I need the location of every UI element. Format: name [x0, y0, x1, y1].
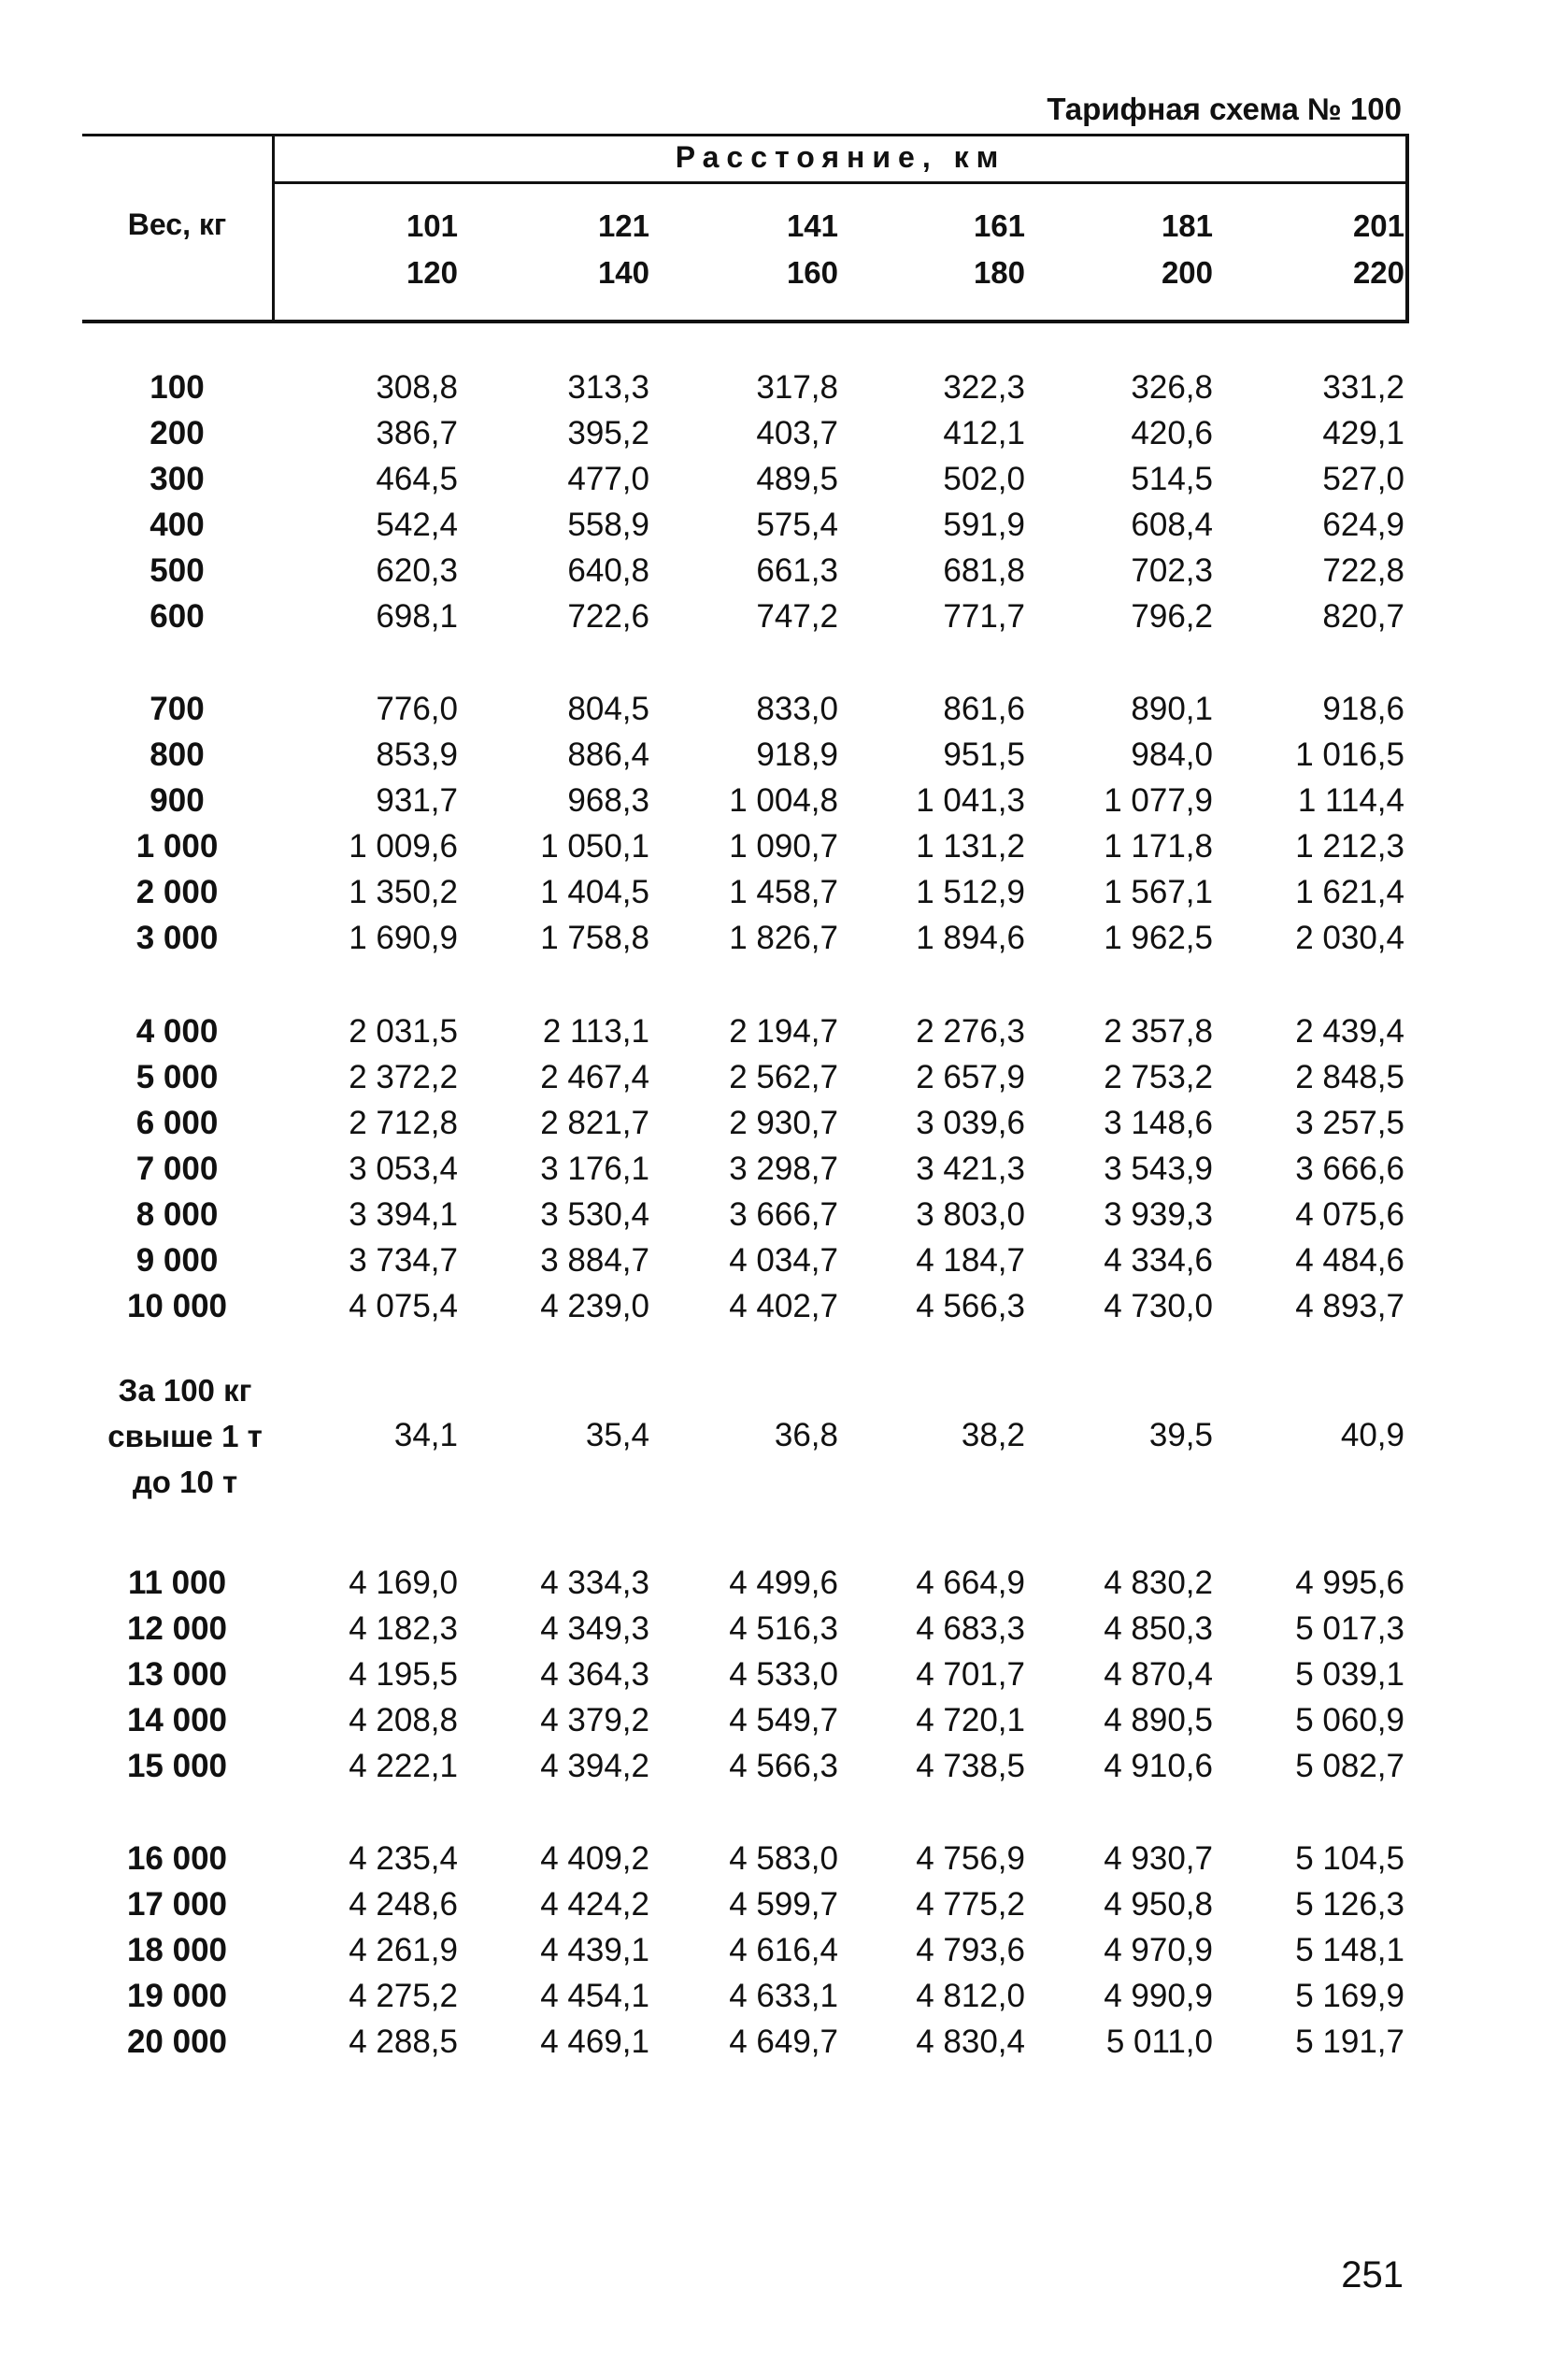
tariff-cell: 4 402,7 — [729, 1288, 838, 1324]
tariff-cell: 4 334,3 — [540, 1565, 649, 1601]
tariff-cell: 4 850,3 — [1104, 1610, 1213, 1647]
tariff-cell: 4 469,1 — [540, 2024, 649, 2060]
distance-range-from: 141 — [786, 208, 838, 243]
tariff-cell: 5 060,9 — [1295, 1702, 1404, 1738]
table-row — [0, 1607, 1568, 1652]
weight-cell: 4 000 — [135, 1013, 219, 1050]
tariff-cell: 3 039,6 — [916, 1105, 1025, 1141]
weight-cell: 14 000 — [126, 1702, 228, 1738]
weight-cell: 5 000 — [135, 1059, 219, 1095]
distance-range-to: 160 — [786, 255, 838, 290]
tariff-cell: 4 394,2 — [540, 1748, 649, 1784]
tariff-cell: 2 821,7 — [540, 1105, 649, 1141]
table-row — [0, 1652, 1568, 1697]
tariff-cell: 1 131,2 — [916, 828, 1025, 865]
tariff-cell: 1 212,3 — [1295, 828, 1404, 865]
tariff-cell: 3 176,1 — [540, 1151, 649, 1187]
tariff-cell: 2 194,7 — [729, 1013, 838, 1050]
tariff-cell: 395,2 — [567, 415, 649, 451]
tariff-cell: 5 191,7 — [1295, 2024, 1404, 2060]
tariff-cell: 3 734,7 — [349, 1242, 458, 1279]
tariff-cell: 3 666,6 — [1295, 1151, 1404, 1187]
tariff-cell: 331,2 — [1322, 369, 1404, 406]
tariff-cell: 3 543,9 — [1104, 1151, 1213, 1187]
tariff-cell: 3 394,1 — [349, 1196, 458, 1233]
tariff-cell: 3 053,4 — [349, 1151, 458, 1187]
tariff-cell: 624,9 — [1322, 507, 1404, 543]
tariff-cell: 4 379,2 — [540, 1702, 649, 1738]
table-row — [0, 870, 1568, 915]
tariff-cell: 1 171,8 — [1104, 828, 1213, 865]
table-row — [0, 457, 1568, 502]
tariff-cell: 1 404,5 — [540, 874, 649, 910]
tariff-cell: 796,2 — [1131, 598, 1213, 635]
weight-cell: 400 — [150, 507, 205, 543]
tariff-cell: 4 910,6 — [1104, 1748, 1213, 1784]
weight-cell: 9 000 — [135, 1242, 219, 1279]
tariff-cell: 620,3 — [376, 552, 458, 589]
tariff-cell: 4 830,4 — [916, 2024, 1025, 2060]
tariff-cell: 4 633,1 — [729, 1978, 838, 2014]
tariff-cell: 4 649,7 — [729, 2024, 838, 2060]
tariff-cell: 3 421,3 — [916, 1151, 1025, 1187]
tariff-cell: 4 756,9 — [916, 1840, 1025, 1877]
tariff-cell: 4 893,7 — [1295, 1288, 1404, 1324]
tariff-cell: 4 970,9 — [1104, 1932, 1213, 1968]
tariff-cell: 4 454,1 — [540, 1978, 649, 2014]
tariff-cell: 747,2 — [756, 598, 838, 635]
table-row — [0, 1101, 1568, 1146]
distance-header-divider — [272, 181, 1409, 184]
tariff-cell: 3 939,3 — [1104, 1196, 1213, 1233]
tariff-cell: 542,4 — [376, 507, 458, 543]
scheme-title: Тарифная схема № 100 — [1047, 92, 1402, 126]
table-row — [0, 1974, 1568, 2019]
weight-cell: 17 000 — [126, 1886, 228, 1923]
tariff-cell: 502,0 — [943, 461, 1025, 497]
tariff-cell: 4 364,3 — [540, 1656, 649, 1693]
tariff-cell: 313,3 — [567, 369, 649, 406]
weight-cell: 19 000 — [126, 1978, 228, 2014]
tariff-cell: 886,4 — [567, 737, 649, 773]
tariff-cell: 4 870,4 — [1104, 1656, 1213, 1693]
distance-range-to: 140 — [597, 255, 649, 290]
header-double-rule — [82, 320, 1409, 322]
tariff-cell: 1 004,8 — [729, 782, 838, 819]
tariff-cell: 4 075,4 — [349, 1288, 458, 1324]
tariff-cell: 558,9 — [567, 507, 649, 543]
weight-cell: 20 000 — [126, 2024, 228, 2060]
tariff-cell: 591,9 — [943, 507, 1025, 543]
tariff-cell: 4 261,9 — [349, 1932, 458, 1968]
tariff-cell: 608,4 — [1131, 507, 1213, 543]
table-row — [0, 1744, 1568, 1789]
table-row — [0, 733, 1568, 778]
tariff-cell: 4 409,2 — [540, 1840, 649, 1877]
distance-range-to: 200 — [1161, 255, 1213, 290]
tariff-cell: 489,5 — [756, 461, 838, 497]
tariff-cell: 4 288,5 — [349, 2024, 458, 2060]
distance-range-from: 121 — [597, 208, 649, 243]
tariff-cell: 5 148,1 — [1295, 1932, 1404, 1968]
tariff-cell: 420,6 — [1131, 415, 1213, 451]
tariff-cell: 1 512,9 — [916, 874, 1025, 910]
tariff-cell: 464,5 — [376, 461, 458, 497]
tariff-cell: 386,7 — [376, 415, 458, 451]
tariff-cell: 4 182,3 — [349, 1610, 458, 1647]
tariff-cell: 722,8 — [1322, 552, 1404, 589]
tariff-cell: 4 720,1 — [916, 1702, 1025, 1738]
tariff-cell: 1 621,4 — [1295, 874, 1404, 910]
weight-cell: 10 000 — [126, 1288, 228, 1324]
distance-range-from: 161 — [973, 208, 1025, 243]
table-row — [0, 1882, 1568, 1927]
weight-cell: 13 000 — [126, 1656, 228, 1693]
tariff-cell: 4 990,9 — [1104, 1978, 1213, 2014]
table-row — [0, 2020, 1568, 2065]
tariff-cell: 968,3 — [567, 782, 649, 819]
tariff-cell: 3 530,4 — [540, 1196, 649, 1233]
tariff-cell: 4 664,9 — [916, 1565, 1025, 1601]
tariff-cell: 4 701,7 — [916, 1656, 1025, 1693]
table-row — [0, 824, 1568, 869]
surcharge-cell: 38,2 — [961, 1417, 1025, 1453]
tariff-cell: 984,0 — [1131, 737, 1213, 773]
weight-cell: 15 000 — [126, 1748, 228, 1784]
table-row — [0, 916, 1568, 961]
tariff-cell: 4 034,7 — [729, 1242, 838, 1279]
weight-column-header: Вес, кг — [127, 207, 227, 241]
tariff-cell: 3 298,7 — [729, 1151, 838, 1187]
tariff-cell: 918,6 — [1322, 691, 1404, 727]
tariff-cell: 4 812,0 — [916, 1978, 1025, 2014]
tariff-cell: 1 962,5 — [1104, 920, 1213, 956]
weight-cell: 2 000 — [135, 874, 219, 910]
tariff-cell: 833,0 — [756, 691, 838, 727]
tariff-cell: 2 030,4 — [1295, 920, 1404, 956]
tariff-cell: 3 148,6 — [1104, 1105, 1213, 1141]
tariff-cell: 4 349,3 — [540, 1610, 649, 1647]
tariff-cell: 722,6 — [567, 598, 649, 635]
table-row — [0, 411, 1568, 456]
weight-cell: 7 000 — [135, 1151, 219, 1187]
tariff-cell: 4 075,6 — [1295, 1196, 1404, 1233]
table-row — [0, 1284, 1568, 1329]
tariff-cell: 861,6 — [943, 691, 1025, 727]
tariff-cell: 776,0 — [376, 691, 458, 727]
tariff-cell: 5 104,5 — [1295, 1840, 1404, 1877]
weight-cell: 100 — [150, 369, 205, 406]
table-row — [0, 1238, 1568, 1283]
tariff-cell: 2 357,8 — [1104, 1013, 1213, 1050]
tariff-cell: 429,1 — [1322, 415, 1404, 451]
table-row — [0, 687, 1568, 732]
surcharge-label-line: до 10 т — [132, 1465, 238, 1499]
tariff-cell: 1 350,2 — [349, 874, 458, 910]
tariff-cell: 322,3 — [943, 369, 1025, 406]
tariff-cell: 4 516,3 — [729, 1610, 838, 1647]
tariff-cell: 326,8 — [1131, 369, 1213, 406]
table-row — [0, 1055, 1568, 1100]
tariff-cell: 951,5 — [943, 737, 1025, 773]
tariff-cell: 771,7 — [943, 598, 1025, 635]
tariff-cell: 2 113,1 — [542, 1013, 649, 1050]
table-row — [0, 1928, 1568, 1973]
tariff-cell: 4 334,6 — [1104, 1242, 1213, 1279]
tariff-cell: 2 276,3 — [916, 1013, 1025, 1050]
table-row — [0, 1193, 1568, 1237]
tariff-cell: 4 950,8 — [1104, 1886, 1213, 1923]
tariff-cell: 2 467,4 — [540, 1059, 649, 1095]
tariff-cell: 4 830,2 — [1104, 1565, 1213, 1601]
tariff-cell: 1 090,7 — [729, 828, 838, 865]
tariff-cell: 4 930,7 — [1104, 1840, 1213, 1877]
tariff-cell: 2 848,5 — [1295, 1059, 1404, 1095]
tariff-cell: 890,1 — [1131, 691, 1213, 727]
tariff-cell: 5 169,9 — [1295, 1978, 1404, 2014]
tariff-cell: 2 031,5 — [349, 1013, 458, 1050]
surcharge-label-line: свыше 1 т — [107, 1419, 263, 1453]
tariff-cell: 4 549,7 — [729, 1702, 838, 1738]
distance-range-to: 180 — [973, 255, 1025, 290]
distance-range-from: 201 — [1352, 208, 1404, 243]
tariff-cell: 4 683,3 — [916, 1610, 1025, 1647]
weight-cell: 500 — [150, 552, 205, 589]
tariff-cell: 1 567,1 — [1104, 874, 1213, 910]
weight-cell: 700 — [150, 691, 205, 727]
tariff-cell: 804,5 — [567, 691, 649, 727]
tariff-cell: 2 712,8 — [349, 1105, 458, 1141]
distance-group-header: Расстояние, км — [675, 140, 1006, 174]
tariff-cell: 853,9 — [376, 737, 458, 773]
weight-cell: 16 000 — [126, 1840, 228, 1877]
surcharge-cell: 36,8 — [774, 1417, 838, 1453]
tariff-cell: 1 894,6 — [916, 920, 1025, 956]
surcharge-row — [0, 1413, 1568, 1458]
tariff-cell: 698,1 — [376, 598, 458, 635]
table-row — [0, 1698, 1568, 1743]
weight-cell: 300 — [150, 461, 205, 497]
tariff-cell: 4 222,1 — [349, 1748, 458, 1784]
tariff-cell: 4 275,2 — [349, 1978, 458, 2014]
weight-cell: 6 000 — [135, 1105, 219, 1141]
tariff-cell: 4 208,8 — [349, 1702, 458, 1738]
table-row — [0, 503, 1568, 548]
tariff-cell: 3 803,0 — [916, 1196, 1025, 1233]
tariff-cell: 4 424,2 — [540, 1886, 649, 1923]
weight-cell: 18 000 — [126, 1932, 228, 1968]
tariff-cell: 2 657,9 — [916, 1059, 1025, 1095]
tariff-cell: 702,3 — [1131, 552, 1213, 589]
weight-cell: 3 000 — [135, 920, 219, 956]
table-row — [0, 1009, 1568, 1054]
tariff-cell: 5 039,1 — [1295, 1656, 1404, 1693]
tariff-cell: 4 738,5 — [916, 1748, 1025, 1784]
page-number: 251 — [1341, 2254, 1404, 2295]
weight-cell: 1 000 — [135, 828, 219, 865]
tariff-cell: 4 195,5 — [349, 1656, 458, 1693]
tariff-cell: 4 235,4 — [349, 1840, 458, 1877]
tariff-cell: 1 114,4 — [1297, 782, 1404, 819]
tariff-cell: 1 077,9 — [1104, 782, 1213, 819]
tariff-cell: 4 995,6 — [1295, 1565, 1404, 1601]
tariff-cell: 4 775,2 — [916, 1886, 1025, 1923]
tariff-cell: 640,8 — [567, 552, 649, 589]
distance-range-to: 220 — [1352, 255, 1404, 290]
surcharge-cell: 40,9 — [1340, 1417, 1404, 1453]
table-row — [0, 365, 1568, 410]
table-row — [0, 594, 1568, 639]
tariff-cell: 661,3 — [756, 552, 838, 589]
tariff-cell: 4 499,6 — [729, 1565, 838, 1601]
tariff-cell: 931,7 — [376, 782, 458, 819]
tariff-cell: 2 372,2 — [349, 1059, 458, 1095]
tariff-cell: 1 009,6 — [349, 828, 458, 865]
tariff-cell: 1 758,8 — [540, 920, 649, 956]
surcharge-cell: 34,1 — [393, 1417, 458, 1453]
table-row — [0, 1147, 1568, 1192]
tariff-cell: 4 566,3 — [729, 1748, 838, 1784]
tariff-cell: 2 562,7 — [729, 1059, 838, 1095]
tariff-cell: 4 239,0 — [540, 1288, 649, 1324]
tariff-cell: 4 616,4 — [729, 1932, 838, 1968]
tariff-cell: 2 439,4 — [1295, 1013, 1404, 1050]
weight-cell: 8 000 — [135, 1196, 219, 1233]
tariff-cell: 2 753,2 — [1104, 1059, 1213, 1095]
tariff-cell: 3 666,7 — [729, 1196, 838, 1233]
surcharge-cell: 35,4 — [585, 1417, 649, 1453]
tariff-cell: 1 041,3 — [916, 782, 1025, 819]
weight-cell: 600 — [150, 598, 205, 635]
tariff-cell: 308,8 — [376, 369, 458, 406]
weight-cell: 800 — [150, 737, 205, 773]
weight-cell: 900 — [150, 782, 205, 819]
tariff-cell: 527,0 — [1322, 461, 1404, 497]
tariff-cell: 1 690,9 — [349, 920, 458, 956]
tariff-cell: 477,0 — [567, 461, 649, 497]
tariff-cell: 1 458,7 — [729, 874, 838, 910]
tariff-cell: 3 257,5 — [1295, 1105, 1404, 1141]
tariff-cell: 4 583,0 — [729, 1840, 838, 1877]
weight-cell: 11 000 — [127, 1565, 227, 1601]
tariff-cell: 514,5 — [1131, 461, 1213, 497]
tariff-cell: 4 599,7 — [729, 1886, 838, 1923]
table-row — [0, 1561, 1568, 1606]
distance-range-from: 181 — [1161, 208, 1213, 243]
tariff-cell: 412,1 — [943, 415, 1025, 451]
weight-cell: 12 000 — [126, 1610, 228, 1647]
tariff-cell: 681,8 — [943, 552, 1025, 589]
tariff-cell: 1 826,7 — [729, 920, 838, 956]
tariff-cell: 4 484,6 — [1295, 1242, 1404, 1279]
tariff-cell: 5 011,0 — [1105, 2024, 1213, 2060]
distance-range-from: 101 — [406, 208, 458, 243]
tariff-cell: 4 793,6 — [916, 1932, 1025, 1968]
tariff-cell: 1 016,5 — [1295, 737, 1404, 773]
surcharge-cell: 39,5 — [1148, 1417, 1213, 1453]
tariff-cell: 403,7 — [756, 415, 838, 451]
tariff-cell: 4 730,0 — [1104, 1288, 1213, 1324]
tariff-cell: 4 184,7 — [916, 1242, 1025, 1279]
tariff-cell: 4 439,1 — [540, 1932, 649, 1968]
distance-range-to: 120 — [406, 255, 458, 290]
tariff-cell: 5 082,7 — [1295, 1748, 1404, 1784]
weight-cell: 200 — [150, 415, 205, 451]
surcharge-label-line: За 100 кг — [118, 1373, 252, 1408]
tariff-cell: 4 566,3 — [916, 1288, 1025, 1324]
table-row — [0, 549, 1568, 594]
tariff-cell: 1 050,1 — [540, 828, 649, 865]
tariff-cell: 4 248,6 — [349, 1886, 458, 1923]
tariff-cell: 5 017,3 — [1295, 1610, 1404, 1647]
tariff-cell: 317,8 — [756, 369, 838, 406]
tariff-cell: 4 890,5 — [1104, 1702, 1213, 1738]
table-row — [0, 779, 1568, 823]
tariff-cell: 575,4 — [756, 507, 838, 543]
tariff-cell: 820,7 — [1322, 598, 1404, 635]
tariff-cell: 4 533,0 — [729, 1656, 838, 1693]
tariff-cell: 918,9 — [756, 737, 838, 773]
tariff-cell: 4 169,0 — [349, 1565, 458, 1601]
tariff-cell: 2 930,7 — [729, 1105, 838, 1141]
tariff-cell: 3 884,7 — [540, 1242, 649, 1279]
tariff-cell: 5 126,3 — [1295, 1886, 1404, 1923]
table-row — [0, 1837, 1568, 1881]
